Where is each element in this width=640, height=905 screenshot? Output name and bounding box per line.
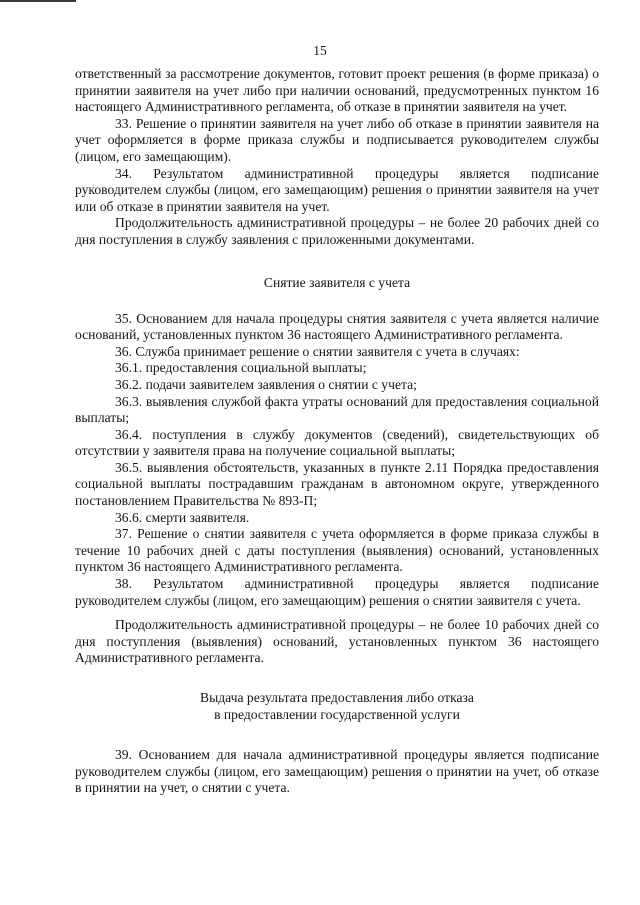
paragraph-35: 35. Основанием для начала процедуры снятия заявителя с учета является наличие оснований, установленных пунктом 36 настоящего Административного регламента. — [75, 310, 599, 343]
page-number: 15 — [313, 43, 327, 58]
paragraph-36-1: 36.1. предоставления социальной выплаты; — [115, 360, 367, 376]
paragraph-36-2: 36.2. подачи заявителем заявления о снятии с учета; — [115, 376, 417, 392]
section-heading-result — [75, 689, 599, 723]
paragraph-36: 36. Служба принимает решение о снятии заявителя с учета в случаях: — [115, 343, 520, 359]
top-rule — [0, 0, 76, 2]
section-heading-result-line2: в предоставлении государственной услуги — [214, 707, 460, 722]
paragraph-39: 39. Основанием для начала административной процедуры является подписание руководителем службы (лицом, его замещающим) решения о принятии на учет, об отказе в принятии на учет, о снятии с учета. — [75, 747, 599, 796]
document-body — [75, 66, 599, 797]
section-heading-deregistration: Снятие заявителя с учета — [263, 274, 411, 290]
paragraph-duration-10: Продолжительность административной процедуры – не более 10 рабочих дней со дня поступления (выявления) оснований, установленных пунктом 36 настоящего Административного регламента. — [75, 617, 599, 666]
paragraph-duration-20: Продолжительность административной процедуры – не более 20 рабочих дней со дня поступления в службу заявления с приложенными документами. — [75, 215, 599, 247]
paragraph-34: 34. Результатом административной процедуры является подписание руководителем службы (лицом, его замещающим) решения о принятии заявителя на учет или об отказе в принятии заявителя на учет. — [75, 165, 599, 214]
paragraph-36-4: 36.4. поступления в службу документов (сведений), свидетельствующих об отсутствии у заявителя права на получение социальной выплаты; — [75, 426, 599, 459]
paragraph-37: 37. Решение о снятии заявителя с учета оформляется в форме приказа службы в течение 10 рабочих дней с даты поступления (выявления) оснований, установленных пунктом 36 настоящего Административного регламента. — [75, 526, 599, 575]
section-heading-result-line1: Выдача результата предоставления либо отказа — [200, 690, 474, 705]
paragraph-36-5: 36.5. выявления обстоятельств, указанных в пункте 2.11 Порядка предоставления социальной выплаты пострадавшим гражданам в автономном округе, утвержденного постановлением Правительства № 893-П; — [75, 459, 599, 509]
paragraph-36-6: 36.6. смерти заявителя. — [115, 509, 250, 525]
paragraph-36-3: 36.3. выявления службой факта утраты оснований для предоставления социальной выплаты; — [75, 393, 599, 426]
paragraph-38: 38. Результатом административной процедуры является подписание руководителем службы (лицом, его замещающим) решения о снятии заявителя с учета. — [75, 576, 599, 608]
paragraph-33: 33. Решение о принятии заявителя на учет либо об отказе в принятии заявителя на учет оформляется в форме приказа службы и подписывается руководителем службы (лицом, его замещающим). — [75, 115, 599, 164]
paragraph-continuation: ответственный за рассмотрение документов, готовит проект решения (в форме приказа) о принятии заявителя на учет либо при наличии оснований, предусмотренных пунктом 16 настоящего Административного регламента, об отказе в принятии заявителя на учет. — [75, 66, 599, 115]
